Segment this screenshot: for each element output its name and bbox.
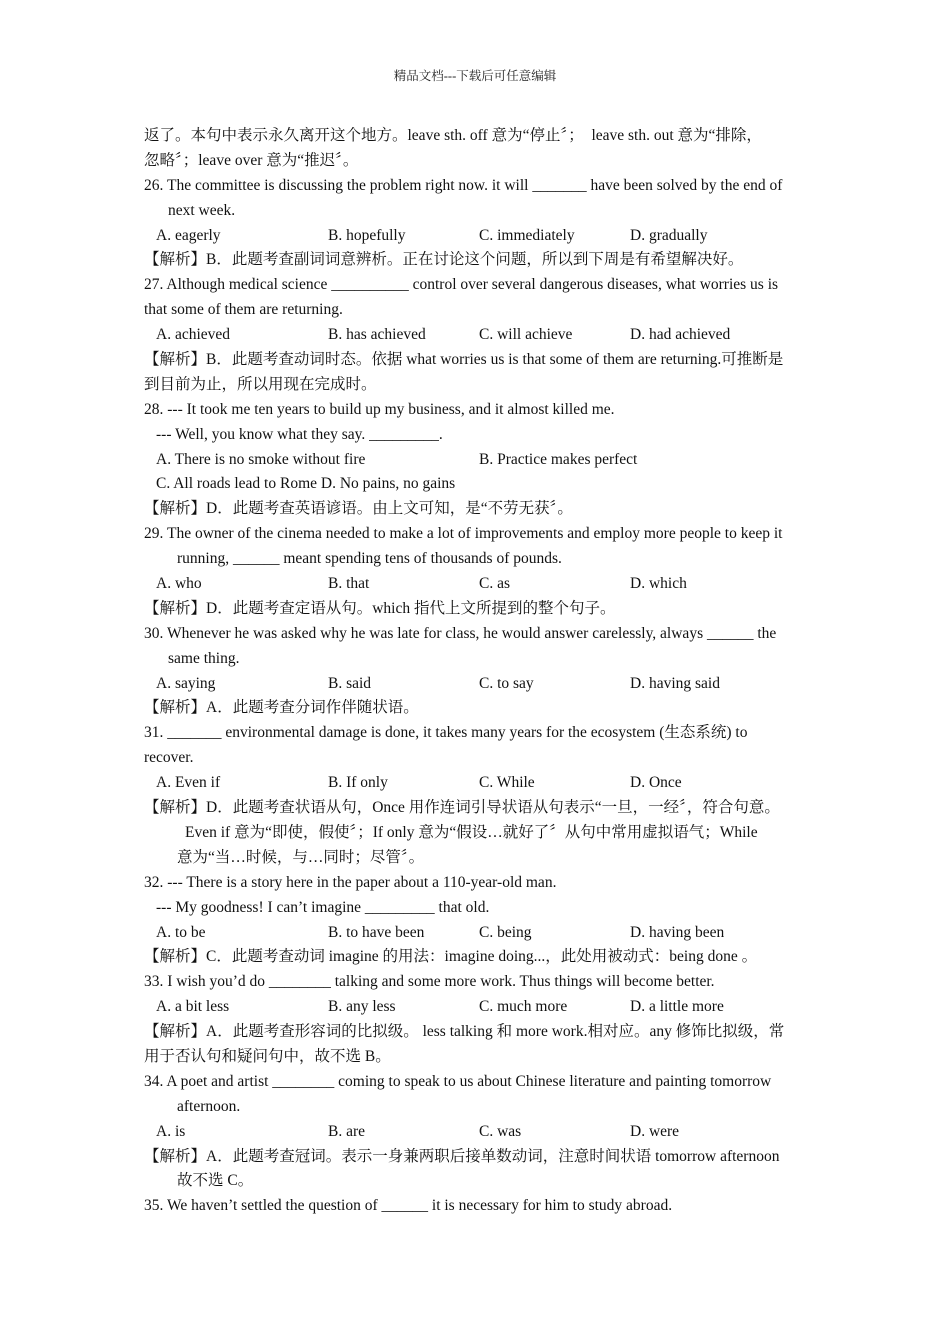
text-line: 返了。本句中表示永久离开这个地方。leave sth. off 意为“停止〞； leave sth. out 意为“排除， — [144, 127, 762, 144]
answer-33: 【解析】A．此题考查形容词的比拟级。 less talking 和 more work.相对应。any 修饰比拟级，常 — [144, 1023, 785, 1041]
question-27-cont: that some of them are returning. — [144, 301, 343, 319]
question-31-options — [144, 771, 816, 796]
option-c: C. as — [479, 575, 510, 593]
option-d: D. having said — [630, 674, 720, 692]
question-34: 34. A poet and artist ________ coming to speak to us about Chinese literature and painting tomorrow — [144, 1072, 772, 1090]
answer-31-cont: Even if 意为“即使，假使〞；If only 意为“假设…就好了〞从句中常用虚拟语气；While — [185, 823, 758, 841]
question-35: 35. We haven’t settled the question of ______ it is necessary for him to study abroad. — [144, 1197, 673, 1215]
option-d: D. which — [630, 575, 687, 593]
option-d: D. were — [630, 1122, 680, 1140]
question-28-options — [144, 448, 816, 473]
option-b: B. to have been — [328, 923, 425, 941]
option-a: A. There is no smoke without fire — [156, 450, 366, 468]
option-c: C. will achieve — [479, 326, 573, 344]
option-b: B. said — [328, 674, 372, 692]
document-body — [144, 124, 816, 1219]
option-c: C. being — [479, 923, 532, 941]
question-29: 29. The owner of the cinema needed to make a lot of improvements and employ more people to keep it — [144, 525, 783, 543]
answer-34: 【解析】A．此题考查冠词。表示一身兼两职后接单数动词，注意时间状语 tomorrow afternoon — [144, 1147, 780, 1165]
option-b: B. any less — [328, 998, 396, 1016]
option-b: B. that — [328, 575, 370, 593]
answer-26: 【解析】B．此题考查副词词意辨析。正在讨论这个问题，所以到下周是有希望解决好。 — [144, 251, 744, 269]
option-c: C. much more — [479, 998, 568, 1016]
option-b: B. If only — [328, 774, 388, 792]
option-a: A. to be — [156, 923, 206, 941]
option-b: B. hopefully — [328, 226, 406, 244]
answer-27: 【解析】B．此题考查动词时态。依据 what worries us is that some of them are returning.可推断是 — [144, 351, 784, 369]
answer-30: 【解析】A．此题考查分词作伴随状语。 — [144, 699, 419, 717]
option-a: A. eagerly — [156, 226, 221, 244]
question-32: 32. --- There is a story here in the paper about a 110-year-old man. — [144, 873, 557, 891]
option-d: D. Once — [630, 774, 682, 792]
option-a: A. a bit less — [156, 998, 230, 1016]
question-26-cont: next week. — [168, 201, 236, 219]
question-27-options — [144, 323, 816, 348]
question-28-reply: --- Well, you know what they say. _________. — [156, 425, 443, 443]
option-a: A. who — [156, 575, 202, 593]
option-c: C. to say — [479, 674, 534, 692]
question-27: 27. Although medical science __________ control over several dangerous diseases, what worries us is — [144, 276, 779, 294]
question-34-cont: afternoon. — [177, 1097, 241, 1115]
question-31: 31. _______ environmental damage is done, it takes many years for the ecosystem (生态系统) to — [144, 724, 748, 742]
option-d: D. had achieved — [630, 326, 731, 344]
page-header: 精品文档---下载后可任意编辑 — [393, 69, 557, 83]
question-33-options — [144, 995, 816, 1020]
question-28: 28. --- It took me ten years to build up my business, and it almost killed me. — [144, 400, 615, 418]
answer-27-cont: 到目前为止，所以用现在完成时。 — [144, 375, 377, 393]
question-33: 33. I wish you’d do ________ talking and some more work. Thus things will become better. — [144, 973, 715, 991]
question-32-options — [144, 921, 816, 946]
answer-34-cont: 故不选 C。 — [177, 1172, 254, 1190]
option-d: D. having been — [630, 923, 725, 941]
question-30-options — [144, 672, 816, 697]
option-a: A. is — [156, 1122, 186, 1140]
question-29-cont: running, ______ meant spending tens of thousands of pounds. — [177, 550, 562, 568]
answer-29: 【解析】D．此题考查定语从句。which 指代上文所提到的整个句子。 — [144, 599, 616, 617]
question-28-options-cd: C. All roads lead to Rome D. No pains, no gains — [156, 475, 456, 493]
option-c: C. While — [479, 774, 535, 792]
option-c: C. immediately — [479, 226, 575, 244]
answer-31-cont: 意为“当…时候，与…同时；尽管〞。 — [177, 848, 425, 866]
option-a: A. Even if — [156, 774, 221, 792]
answer-32: 【解析】C．此题考查动词 imagine 的用法：imagine doing...，此处用被动式：being done 。 — [144, 948, 758, 966]
question-29-options — [144, 572, 816, 597]
answer-31: 【解析】D．此题考查状语从句，Once 用作连词引导状语从句表示“一旦，一经〞，符合句意。 — [144, 799, 780, 817]
option-c: C. was — [479, 1122, 522, 1140]
option-b: B. Practice makes perfect — [479, 450, 638, 468]
text-line: 忽略〞；leave over 意为“推迟〞。 — [144, 151, 359, 169]
question-34-options — [144, 1120, 816, 1145]
option-b: B. has achieved — [328, 326, 426, 344]
option-a: A. achieved — [156, 326, 231, 344]
option-a: A. saying — [156, 674, 216, 692]
option-b: B. are — [328, 1122, 366, 1140]
question-30-cont: same thing. — [168, 649, 240, 667]
question-26: 26. The committee is discussing the problem right now. it will _______ have been solved by the end of — [144, 176, 783, 194]
option-d: D. gradually — [630, 226, 708, 244]
option-d: D. a little more — [630, 998, 724, 1016]
answer-33-cont: 用于否认句和疑问句中，故不选 B。 — [144, 1047, 391, 1065]
question-26-options — [144, 224, 816, 249]
question-30: 30. Whenever he was asked why he was late for class, he would answer carelessly, always ______ the — [144, 624, 777, 642]
answer-28: 【解析】D．此题考查英语谚语。由上文可知，是“不劳无获〞。 — [144, 500, 573, 518]
question-32-reply: --- My goodness! I can’t imagine _________ that old. — [156, 898, 490, 916]
question-31-cont: recover. — [144, 749, 194, 767]
